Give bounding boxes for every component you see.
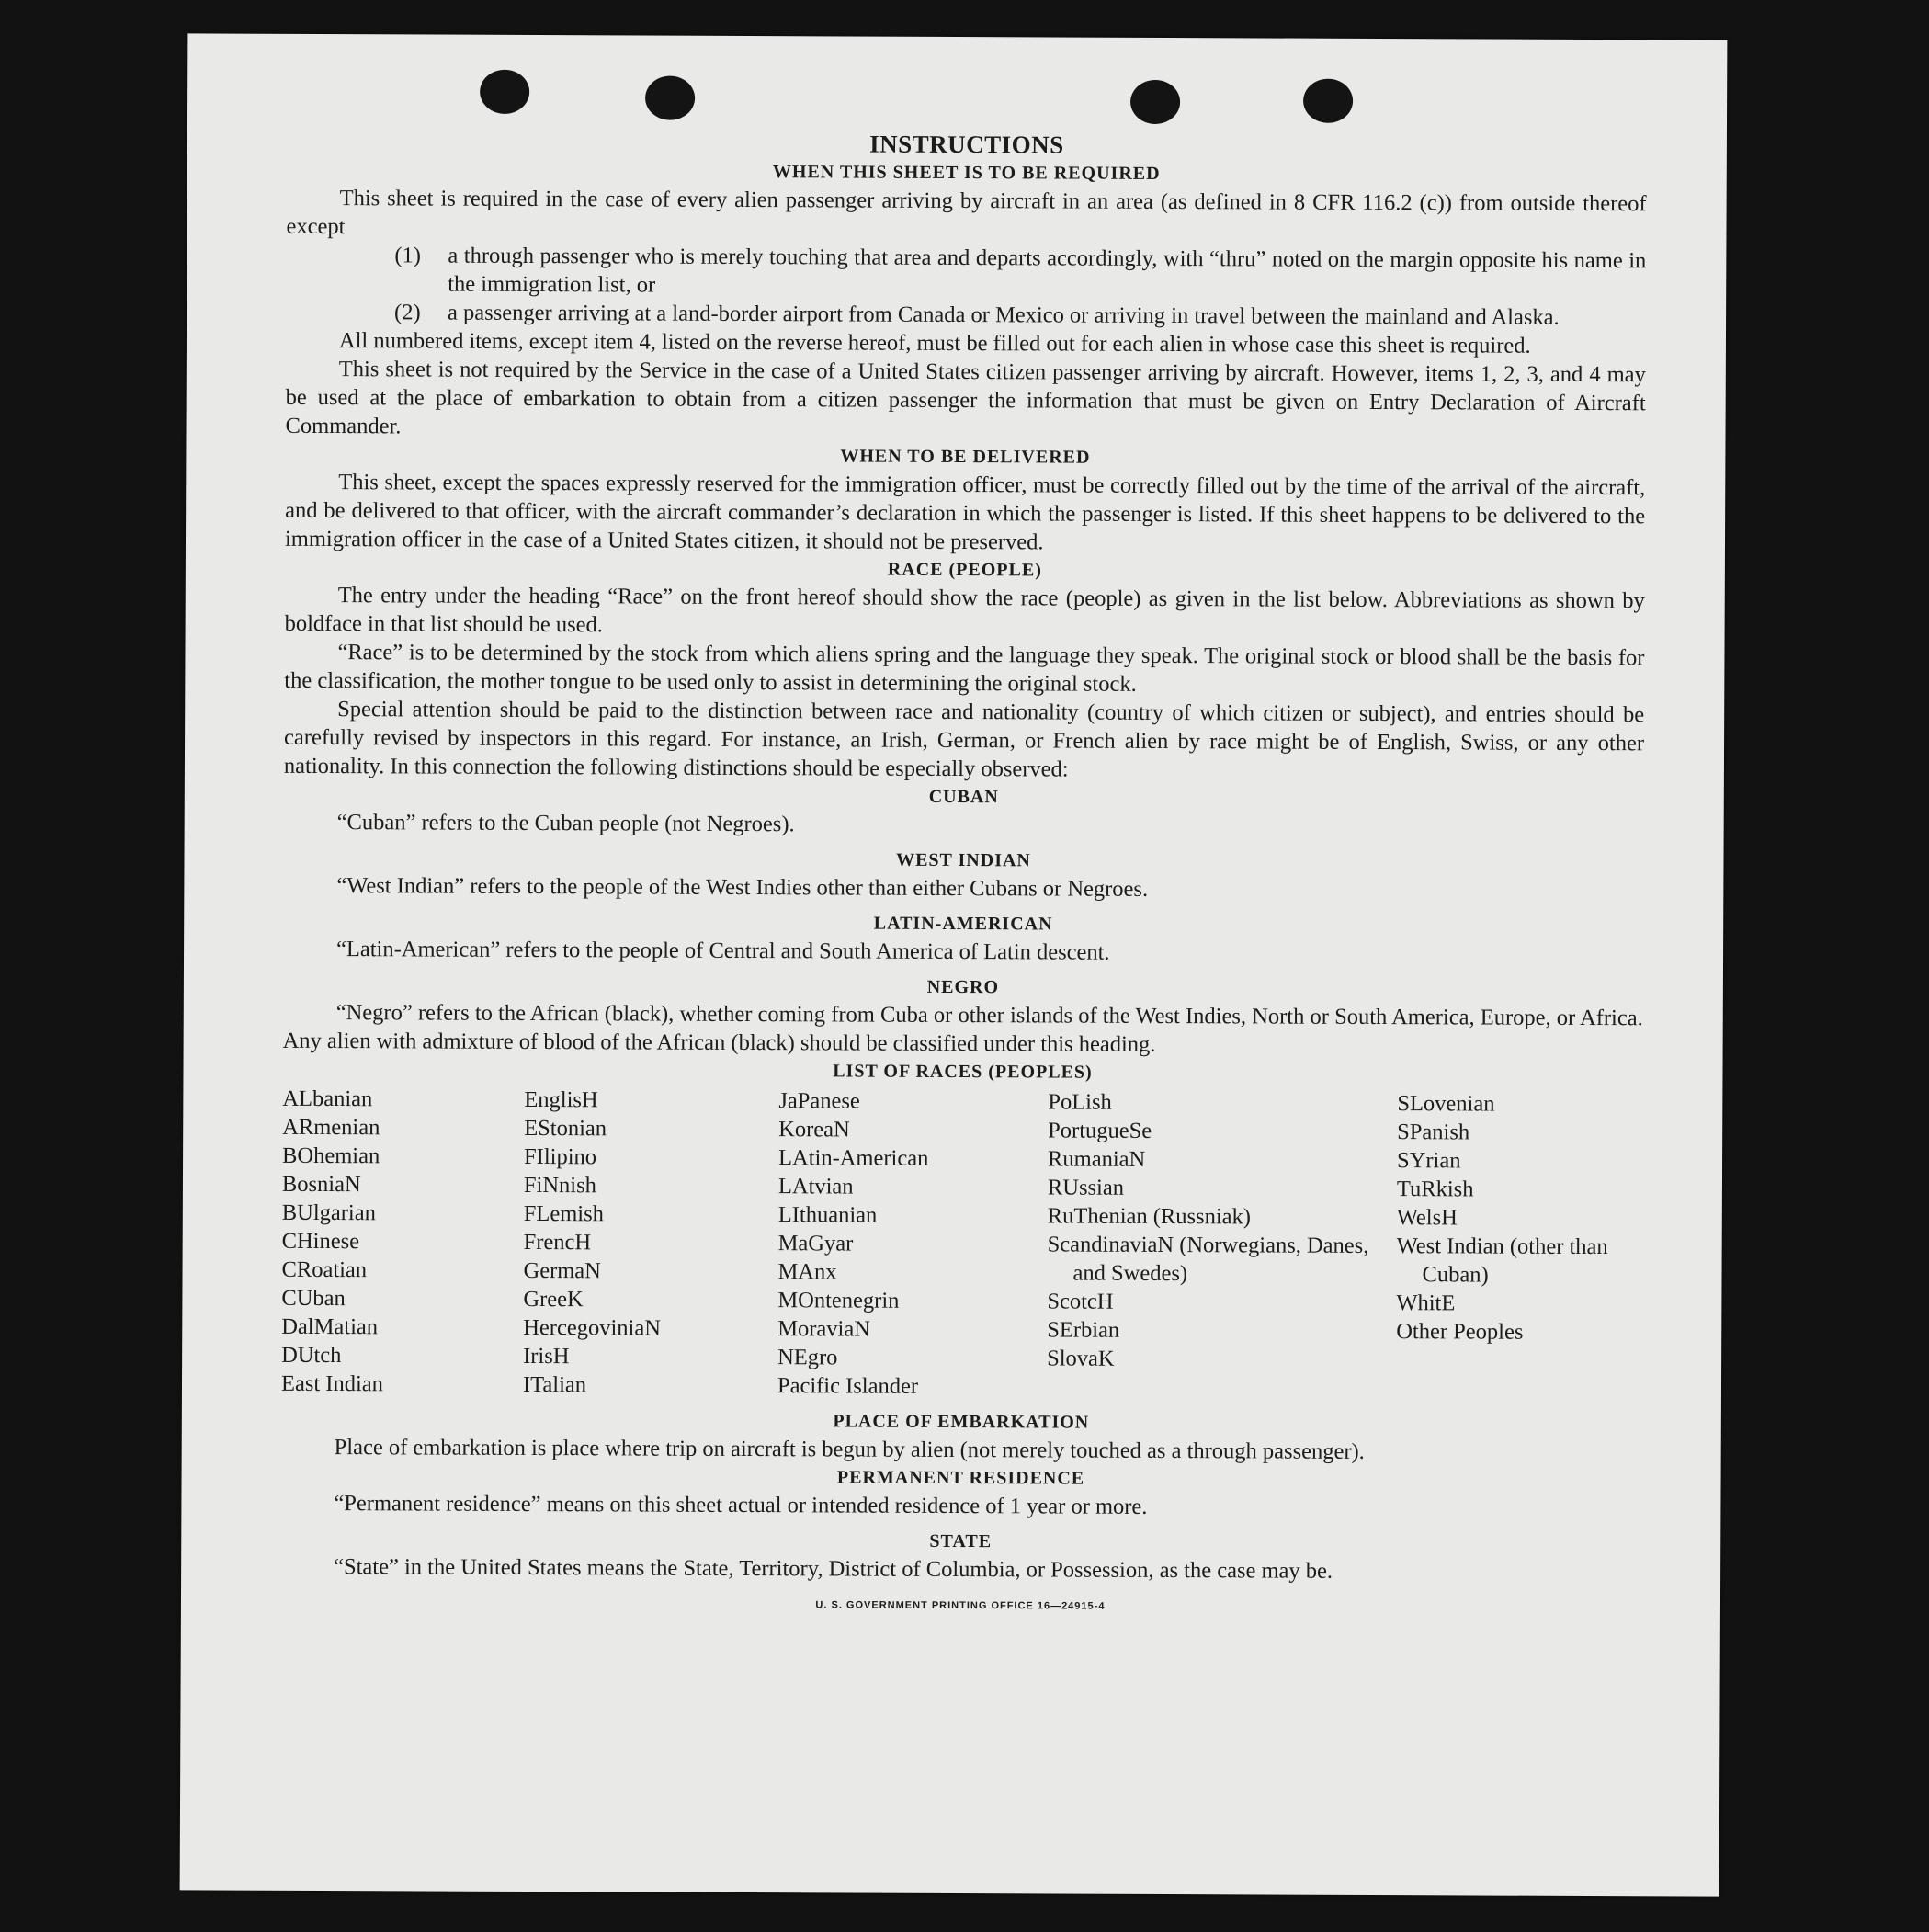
race-entry: CUban [281,1285,346,1312]
race-entry: ScandinaviaN (Norwegians, Danes, and Swedes) [1047,1232,1369,1287]
race-entry: ITalian [522,1371,587,1398]
section-heading: CUBAN [928,786,999,808]
punch-hole [1303,79,1353,123]
race-entry: GreeK [523,1286,584,1313]
section-heading: NEGRO [926,976,1000,998]
race-entry: EnglisH [524,1086,598,1113]
race-entry: HercegoviniaN [523,1314,661,1341]
race-entry: JaPanese [778,1088,860,1114]
punch-hole [645,76,695,120]
race-entry: Pacific Islander [777,1373,919,1399]
list-item [286,241,1646,303]
races-column [523,1085,778,1400]
races-column [777,1086,1048,1401]
race-entry: MoraviaN [777,1316,871,1342]
punch-hole [480,70,529,114]
paragraph: All numbered items, except item 4, listed on the reverse hereof, must be filled out for each alien in whose case this sheet is required. [338,328,1531,358]
race-entry: West Indian (other than Cuban) [1396,1233,1608,1288]
paragraph: “West Indian” refers to the people of the West Indies other than either Cubans or Negroes. [336,873,1149,902]
paragraph: “Latin-American” refers to the people of Central and South America of Latin descent. [336,937,1110,965]
document-content [280,128,1647,1614]
race-entry: BosniaN [281,1171,361,1198]
race-entry: SLovenian [1397,1091,1495,1117]
race-entry: FIlipino [524,1143,597,1170]
paragraph: The entry under the heading “Race” on the front hereof should show the race (people) as given in the list below. Abbreviations as shown by boldface in that list should be used. [284,583,1645,638]
paragraph: This sheet, except the spaces expressly reserved for the immigration officer, must be correctly filled out by the time of the arrival of the aircraft, and be delivered to that officer, with the aircraft commander’s declaration in which the passenger is listed. If this sheet happens to be delivered to the immigration officer in the case of a United States citizen, it should not be preserved. [284,470,1646,555]
paragraph: “State” in the United States means the State, Territory, District of Columbia, or Possession, as the case may be. [334,1554,1333,1584]
race-entry: MaGyar [777,1231,854,1256]
races-list [281,1085,1642,1404]
race-entry: BUlgarian [281,1199,376,1226]
race-entry: DalMatian [281,1313,379,1340]
race-entry: PoLish [1048,1089,1112,1115]
paragraph: Place of embarkation is place where trip on aircraft is begun by alien (not merely touched as a through passenger). [334,1435,1365,1464]
race-entry: FrencH [523,1229,592,1256]
race-entry: SYrian [1397,1148,1461,1174]
item-number: (1) [394,243,422,268]
paragraph: This sheet is not required by the Service in the case of a United States citizen passenger arriving by aircraft. However, items 1, 2, 3, and 4 may be used at the place of embarkation to obtain from a citizen passenger the information that must be given on Entry Declaration of Aircraft Commander. [285,357,1646,439]
item-number: (2) [394,300,421,325]
race-entry: SErbian [1047,1317,1120,1343]
race-entry: FLemish [523,1200,604,1227]
race-entry: LAtvian [777,1174,854,1199]
race-entry: PortugueSe [1048,1118,1152,1143]
section-heading: RACE (PEOPLE) [887,559,1042,581]
race-entry: DUtch [281,1342,342,1369]
item-text: a through passenger who is merely touching that area and departs accordingly, with “thru” noted on the margin opposite his name in the immigration list, or [448,243,1647,298]
races-column [281,1085,524,1399]
document-title: INSTRUCTIONS [869,130,1064,159]
race-entry: SPanish [1397,1119,1470,1145]
punch-hole [1130,80,1180,124]
paragraph: Special attention should be paid to the distinction between race and nationality (country of which citizen or subject), and entries should be carefully revised by inspectors in this regard. For instance, an Irish, German, or French alien by race might be of English, Swiss, or any other nationality. In this connection the following distinctions should be especially observed: [283,697,1645,782]
race-entry: LAtin-American [778,1145,929,1171]
race-entry: BOhemian [282,1142,380,1169]
race-entry: CHinese [281,1228,360,1255]
race-entry: ScotcH [1047,1289,1114,1314]
race-entry: East Indian [280,1370,383,1397]
section-heading: PERMANENT RESIDENCE [836,1467,1085,1489]
section-heading: PLACE OF EMBARKATION [833,1411,1090,1433]
races-column [1396,1089,1642,1404]
section-heading: STATE [929,1530,993,1552]
race-entry: RUssian [1047,1175,1125,1200]
paragraph: “Negro” refers to the African (black), whether coming from Cuba or other islands of the West Indies, North or South America, Europe, or Africa. Any alien with admixture of blood of the African (black) should be classified under this heading. [282,1000,1643,1057]
paragraph: This sheet is required in the case of every alien passenger arriving by aircraft in an area (as defined in 8 CFR 116.2 (c)) from outside thereof except [286,186,1647,240]
paragraph: “Permanent residence” means on this sheet actual or intended residence of 1 year or more. [334,1491,1148,1519]
race-entry: NEgro [777,1345,838,1370]
section-heading: WHEN TO BE DELIVERED [840,446,1091,468]
race-entry: TuRkish [1396,1176,1474,1202]
printer-footer: U. S. GOVERNMENT PRINTING OFFICE 16—24915-4 [815,1599,1106,1612]
section-heading: WHEN THIS SHEET IS TO BE REQUIRED [772,162,1161,184]
paragraph: “Cuban” refers to the Cuban people (not Negroes). [336,810,795,837]
race-entry: ARmenian [282,1114,380,1141]
race-entry: MAnx [777,1259,837,1285]
race-entry: WelsH [1396,1205,1458,1231]
race-entry: ALbanian [282,1085,373,1112]
race-entry: WhitE [1396,1290,1456,1316]
document-sheet [180,33,1728,1896]
paragraph: “Race” is to be determined by the stock from which aliens spring and the language they speak. The original stock or blood shall be the basis for the classification, the mother tongue to be used only to assist in determining the original stock. [284,640,1645,697]
race-entry: FiNnish [523,1172,596,1199]
section-heading: LIST OF RACES (PEOPLES) [833,1061,1093,1083]
race-entry: GermaN [523,1257,601,1284]
race-entry: MOntenegrin [777,1288,900,1313]
section-heading: WEST INDIAN [896,849,1031,871]
race-entry: RumaniaN [1048,1146,1146,1172]
section-heading: LATIN-AMERICAN [873,913,1053,935]
race-entry: IrisH [523,1343,570,1369]
race-entry: Other Peoples [1396,1319,1524,1345]
race-entry: RuThenian (Russniak) [1047,1203,1252,1230]
race-entry: KoreaN [778,1117,850,1142]
race-entry: LIthuanian [777,1202,878,1228]
race-entry: CRoatian [281,1256,368,1283]
race-entry: SlovaK [1047,1346,1115,1371]
races-column [1047,1087,1397,1403]
race-entry: EStonian [524,1115,607,1142]
item-text: a passenger arriving at a land-border airport from Canada or Mexico or arriving in travel between the mainland and Alaska. [448,300,1560,330]
